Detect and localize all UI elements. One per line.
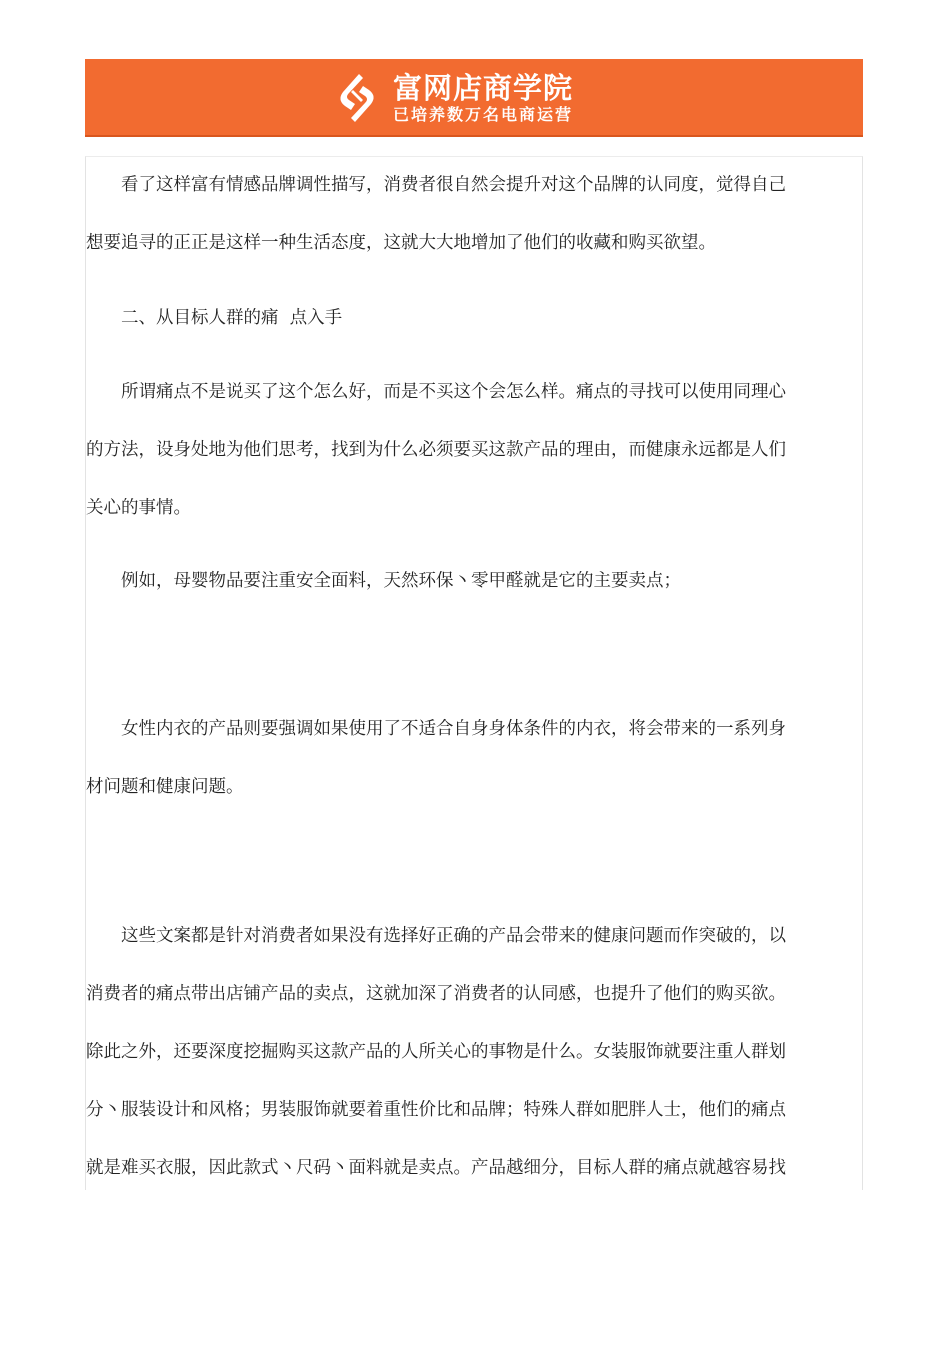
text-line: 就是难买衣服，因此款式丶尺码丶面料就是卖点。产品越细分，目标人群的痛点就越容易找: [86, 1158, 786, 1178]
text-line: 所谓痛点不是说买了这个怎么好，而是不买这个会怎么样。痛点的寻找可以使用同理心: [121, 382, 786, 402]
text-line: 材问题和健康问题。: [86, 777, 244, 797]
text-line: 这些文案都是针对消费者如果没有选择好正确的产品会带来的健康问题而作突破的，以: [121, 926, 786, 946]
text-line: 消费者的痛点带出店铺产品的卖点，这就加深了消费者的认同感，也提升了他们的购买欲。: [86, 984, 786, 1004]
text-line: 除此之外，还要深度挖掘购买这款产品的人所关心的事物是什么。女装服饰就要注重人群划: [86, 1042, 786, 1062]
text-line: 二、从目标人群的痛 点入手: [121, 308, 343, 328]
text-line: 的方法，设身处地为他们思考，找到为什么必须要买这款产品的理由，而健康永远都是人们: [86, 440, 786, 460]
text-line: 女性内衣的产品则要强调如果使用了不适合自身身体条件的内衣，将会带来的一系列身: [121, 719, 786, 739]
text-line: 例如，母婴物品要注重安全面料，天然环保丶零甲醛就是它的主要卖点；: [121, 571, 681, 591]
text-line: 想要追寻的正正是这样一种生活态度，这就大大地增加了他们的收藏和购买欲望。: [86, 233, 716, 253]
brand-lockup: [329, 67, 573, 129]
header-banner: [85, 59, 863, 137]
text-line: 关心的事情。: [86, 498, 191, 518]
brand-slogan: 已培养数万名电商运营: [393, 105, 574, 124]
brand-text: [393, 71, 573, 125]
paragraph-copywriting-summary: [86, 907, 806, 1197]
brand-swirl-icon: [329, 70, 385, 126]
paragraph-brand-tone: [86, 156, 806, 272]
paragraph-lingerie: [86, 700, 806, 816]
text-line: 分丶服装设计和风格；男装服饰就要着重性价比和品牌；特殊人群如肥胖人士，他们的痛点: [86, 1100, 786, 1120]
brand-name: 富网店商学院: [393, 71, 574, 105]
section-heading-pain-points: [86, 289, 806, 347]
text-line: 看了这样富有情感品牌调性描写，消费者很自然会提升对这个品牌的认同度，觉得自己: [121, 175, 786, 195]
paragraph-pain-point-definition: [86, 363, 806, 537]
paragraph-baby-products: [86, 552, 806, 610]
